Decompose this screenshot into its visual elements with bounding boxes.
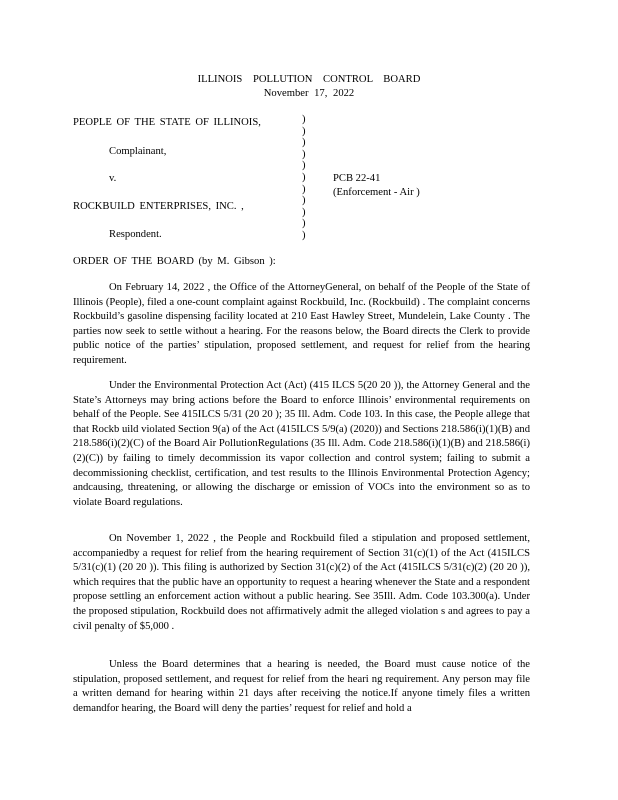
caption-parentheses [302, 114, 306, 242]
order-of-the-board: ORDER OF THE BOARD (by M. Gibson ): [73, 256, 276, 267]
paragraph-text: On February 14, 2022 , the Office of the AttorneyGeneral, on behalf of the People of the State of Illinois (People), filed a one-count complaint against Rockbuild, Inc. (Rockbuild) . The complaint concerns Rockbuild’s gasoline dispensing facility located at 210 East Hawley Street, Mundelein, Lake County . The parties now seek to settle without a hearing. For the reasons below, the Board directs the Clerk to provide public notice of the parties’ stipulation, proposed settlement, and request for relief from the hearing requirement. [73, 282, 530, 366]
caption-complainant: Complainant, [109, 146, 167, 157]
paragraph-2 [73, 379, 530, 510]
paren: ) [302, 206, 306, 218]
caption-respondent-name: ROCKBUILD ENTERPRISES, INC. , [73, 201, 244, 212]
paren: ) [302, 183, 306, 195]
paren: ) [302, 171, 306, 183]
paragraph-text: Under the Environmental Protection Act (Act) (415 ILCS 5(20 20 )), the Attorney General and the State’s Attorneys may bring actions before the Board to enforce Illinois’ environmental requirements on behalf of the People. See 415ILCS 5/31 (20 20 ); 35 Ill. Adm. Code 103. In this case, the People allege that that Rockb uild violated Section 9(a) of the Act (415ILCS 5/9(a) (2020)) and Sections 218.586(i)(1)(B) and 218.586(i)(2)(C) of the Board Air PollutionRegulations (35 Ill. Adm. Code 218.586(i)(1)(B) and 218.586(i)(2)(C)) by failing to timely decommission its vapor collection and control system; failing to submit a decommissioning checklist, certification, and test results to the Illinois Environmental Protection Agency; andcausing, threatening, or allowing the discharge or emission of VOCs into the environment so as to violate Board regulations. [73, 380, 530, 508]
paren: ) [302, 114, 306, 125]
caption-versus: v. [109, 173, 117, 184]
paragraph-1 [73, 281, 530, 369]
paren: ) [302, 229, 306, 241]
paren: ) [302, 218, 306, 230]
paren: ) [302, 160, 306, 172]
case-number: PCB 22-41 [333, 173, 381, 184]
paragraph-3 [73, 532, 530, 634]
caption-respondent: Respondent. [109, 229, 162, 240]
paren: ) [302, 148, 306, 160]
board-title: ILLINOIS POLLUTION CONTROL BOARD [197, 74, 421, 85]
paragraph-text: Unless the Board determines that a hearing is needed, the Board must cause notice of the stipulation, proposed settlement, and request for relief from the heari ng requirement. Any person may file a written demand for hearing within 21 days after receiving the notice.If anyone timely files a written demandfor hearing, the Board will deny the parties’ request for relief and hold a [73, 659, 530, 714]
paren: ) [302, 137, 306, 149]
paragraph-4 [73, 658, 530, 716]
paren: ) [302, 195, 306, 207]
paren: ) [302, 125, 306, 137]
order-date: November 17, 2022 [263, 88, 355, 99]
caption-people: PEOPLE OF THE STATE OF ILLINOIS, [73, 117, 261, 128]
case-type: (Enforcement - Air ) [333, 187, 420, 198]
paragraph-text: On November 1, 2022 , the People and Rockbuild filed a stipulation and proposed settlement, accompaniedby a request for relief from the hearing requirement of Section 31(c)(1) of the Act (415ILCS 5/31(c)(1) (20 20 )). This filing is authorized by Section 31(c)(2) of the Act (415ILCS 5/31(c)(2) (20 20 )), which requires that the public have an opportunity to request a hearing whenever the State and a respondent propose settling an enforcement action without a public hearing. See 35Ill. Adm. Code 103.300(a). Under the proposed stipulation, Rockbuild does not affirmatively admit the alleged violation s and agrees to pay a civil penalty of $5,000 . [73, 533, 530, 632]
